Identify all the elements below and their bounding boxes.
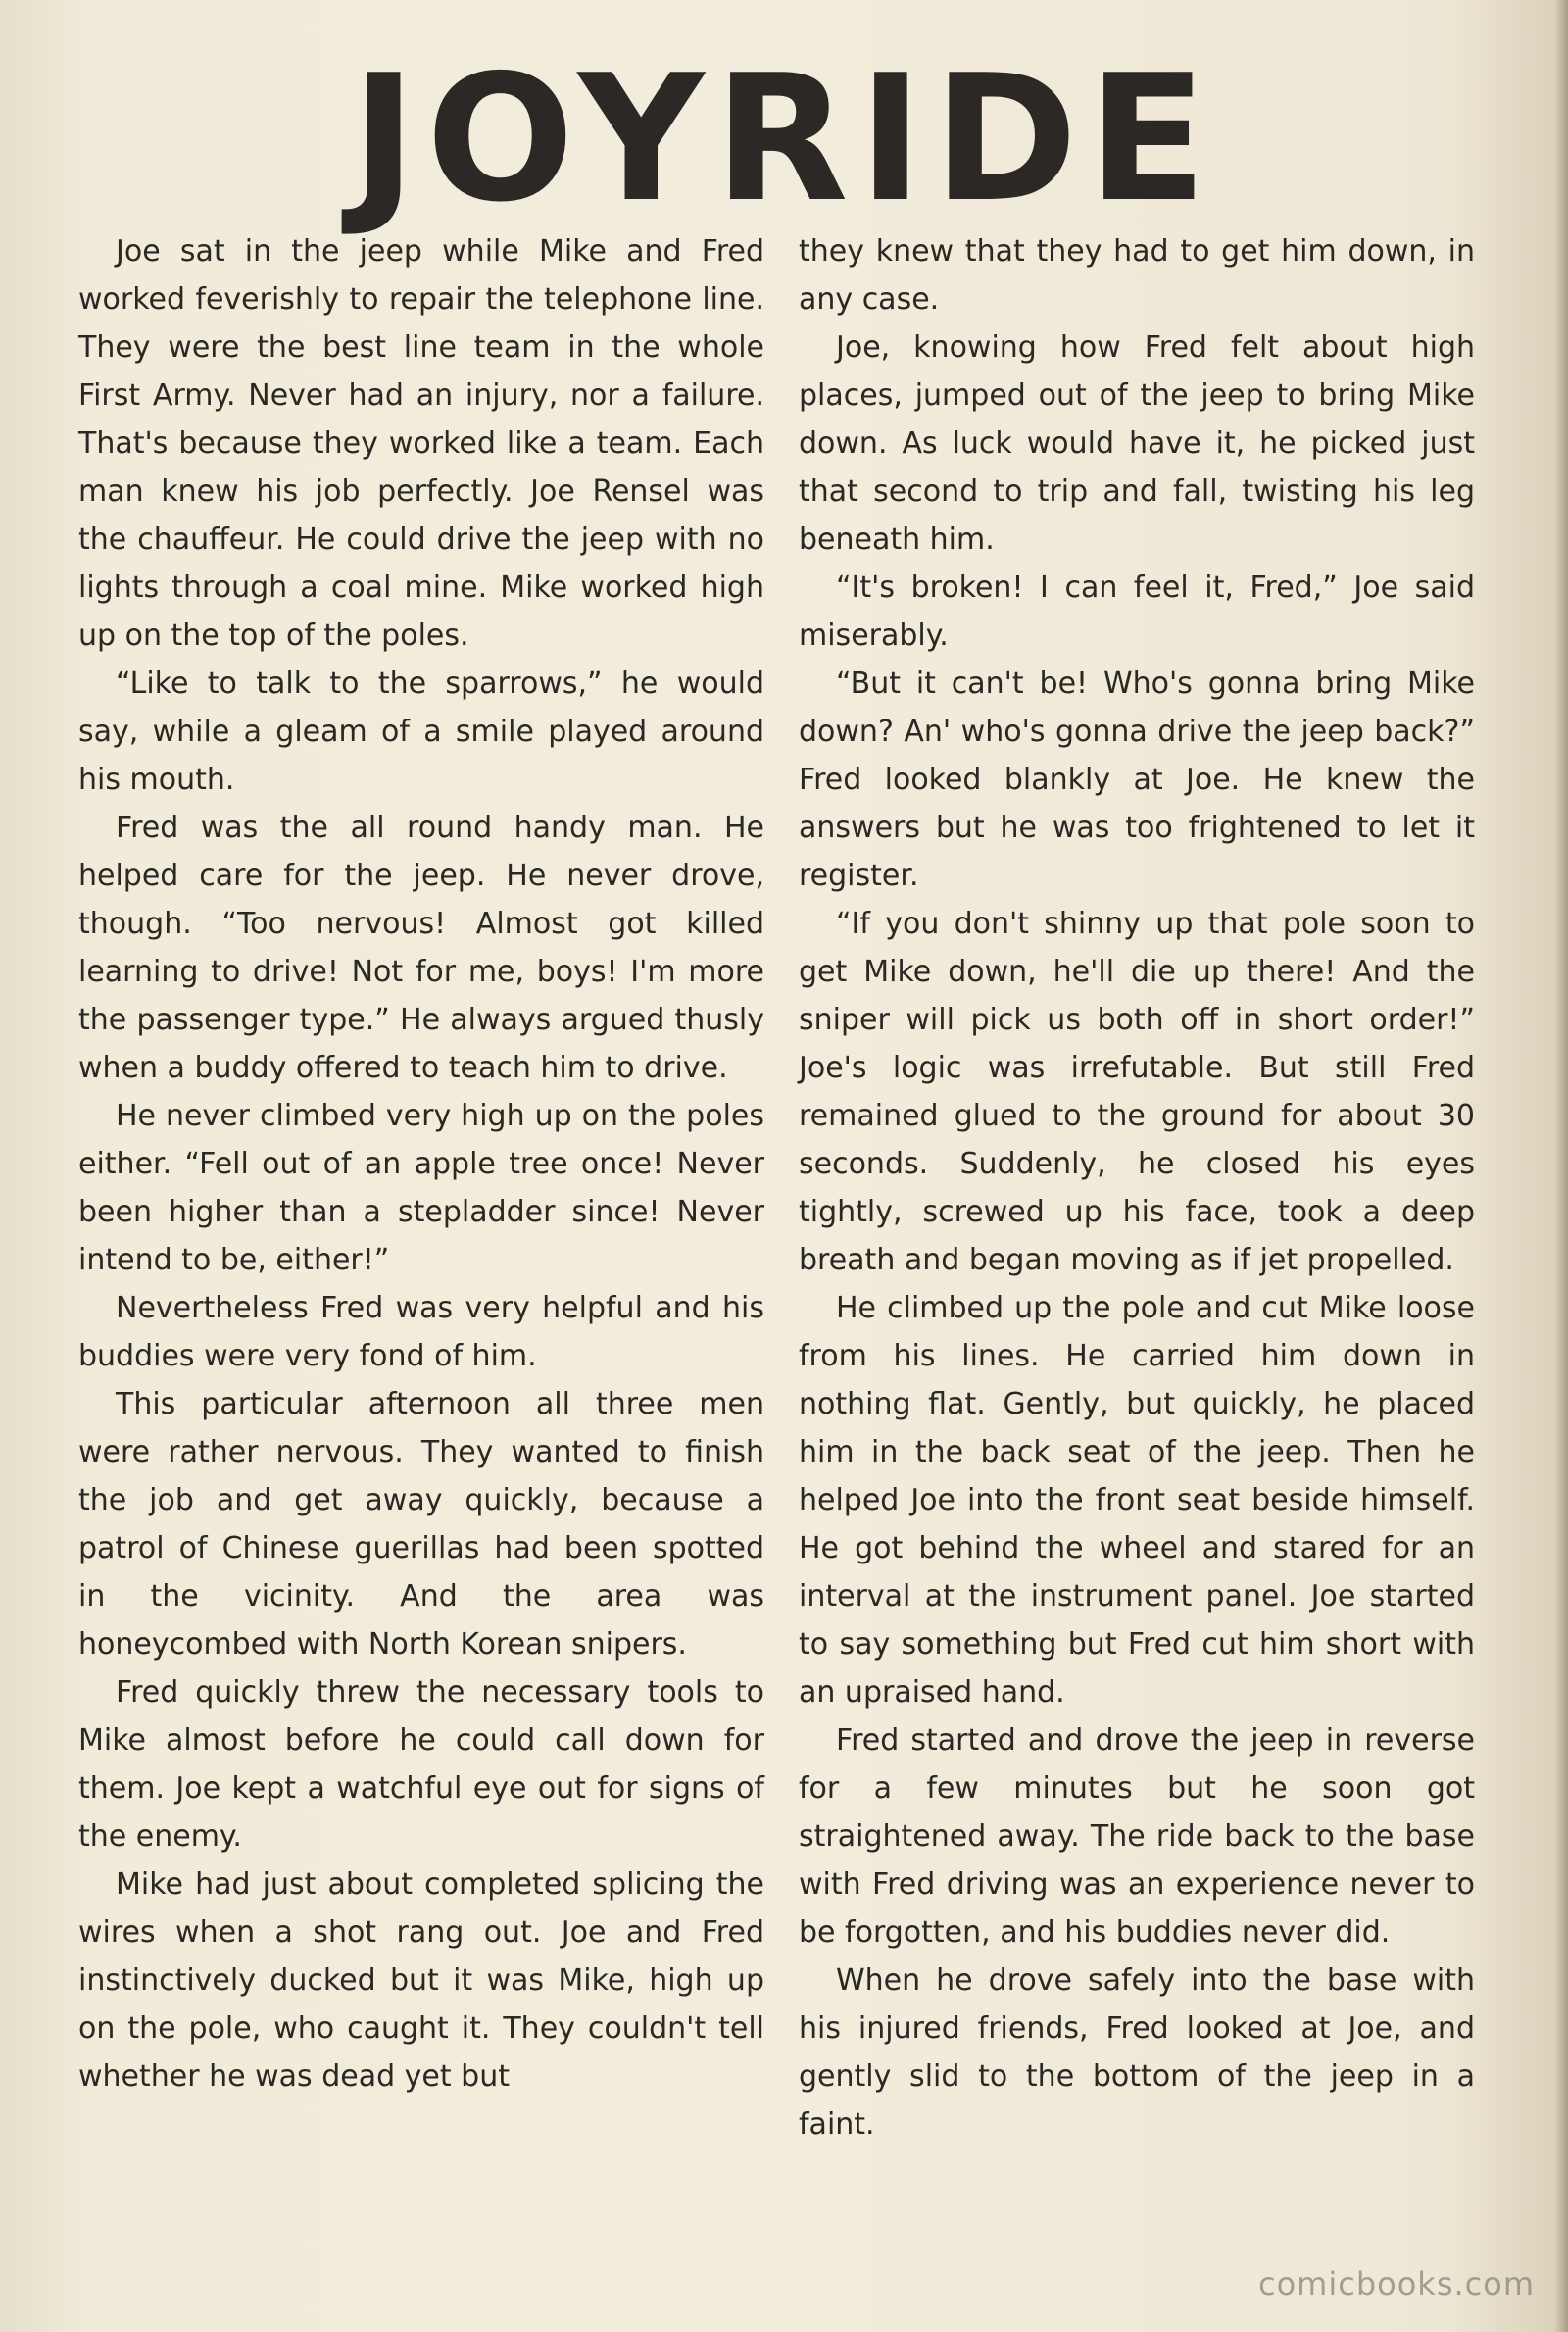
page-edge-shadow: [1554, 0, 1568, 2332]
left-column: [78, 227, 764, 2101]
paragraph: Fred was the all round handy man. He helped care for the jeep. He never drove, though. “Too nervous! Almost got killed learning to drive! Not for me, boys! I'm more the passenger type.” He always argued thusly when a buddy offered to teach him to drive.: [78, 811, 764, 1085]
paragraph: “Like to talk to the sparrows,” he would say, while a gleam of a smile played around his mouth.: [78, 667, 764, 797]
paragraph: Mike had just about completed splicing the wires when a shot rang out. Joe and Fred instinctively ducked but it was Mike, high up on the pole, who caught it. They couldn't tell whether he was dead yet but: [78, 1867, 764, 2094]
paragraph: “It's broken! I can feel it, Fred,” Joe said miserably.: [799, 571, 1475, 653]
paragraph: Nevertheless Fred was very helpful and his buddies were very fond of him.: [78, 1291, 764, 1373]
paragraph: When he drove safely into the base with his injured friends, Fred looked at Joe, and gently slid to the bottom of the jeep in a faint.: [799, 1963, 1475, 2142]
paragraph: He never climbed very high up on the poles either. “Fell out of an apple tree once! Never been higher than a stepladder since! Never intend to be, either!”: [78, 1099, 764, 1277]
right-column: [799, 227, 1475, 2149]
watermark: comicbooks.com: [1257, 2265, 1535, 2303]
paragraph: Joe sat in the jeep while Mike and Fred worked feverishly to repair the telephone line. They were the best line team in the whole First Army. Never had an injury, nor a failure. That's because they worked like a team. Each man knew his job perfectly. Joe Rensel was the chauffeur. He could drive the jeep with no lights through a coal mine. Mike worked high up on the top of the poles.: [78, 234, 764, 653]
paragraph: they knew that they had to get him down, in any case.: [799, 234, 1475, 317]
paragraph: “But it can't be! Who's gonna bring Mike down? An' who's gonna drive the jeep back?” Fred looked blankly at Joe. He knew the answers but he was too frightened to let it register.: [799, 667, 1475, 893]
paragraph: This particular afternoon all three men were rather nervous. They wanted to finish the job and get away quickly, because a patrol of Chinese guerillas had been spotted in the vicinity. And the area was honeycombed with North Korean snipers.: [78, 1387, 764, 1662]
paragraph: Fred started and drove the jeep in reverse for a few minutes but he soon got straightened away. The ride back to the base with Fred driving was an experience never to be forgotten, and his buddies never did.: [799, 1723, 1475, 1950]
paragraph: “If you don't shinny up that pole soon to get Mike down, he'll die up there! And the sniper will pick us both off in short order!” Joe's logic was irrefutable. But still Fred remained glued to the ground for about 30 seconds. Suddenly, he closed his eyes tightly, screwed up his face, took a deep breath and began moving as if jet propelled.: [799, 907, 1475, 1277]
story-title: JOYRIDE: [351, 37, 1217, 240]
paragraph: He climbed up the pole and cut Mike loose from his lines. He carried him down in nothing flat. Gently, but quickly, he placed him in the back seat of the jeep. Then he helped Joe into the front seat beside himself. He got behind the wheel and stared for an interval at the instrument panel. Joe started to say something but Fred cut him short with an upraised hand.: [799, 1291, 1475, 1710]
paragraph: Joe, knowing how Fred felt about high places, jumped out of the jeep to bring Mike down. As luck would have it, he picked just that second to trip and fall, twisting his leg beneath him.: [799, 330, 1475, 557]
paragraph: Fred quickly threw the necessary tools to Mike almost before he could call down for them. Joe kept a watchful eye out for signs of the enemy.: [78, 1675, 764, 1854]
